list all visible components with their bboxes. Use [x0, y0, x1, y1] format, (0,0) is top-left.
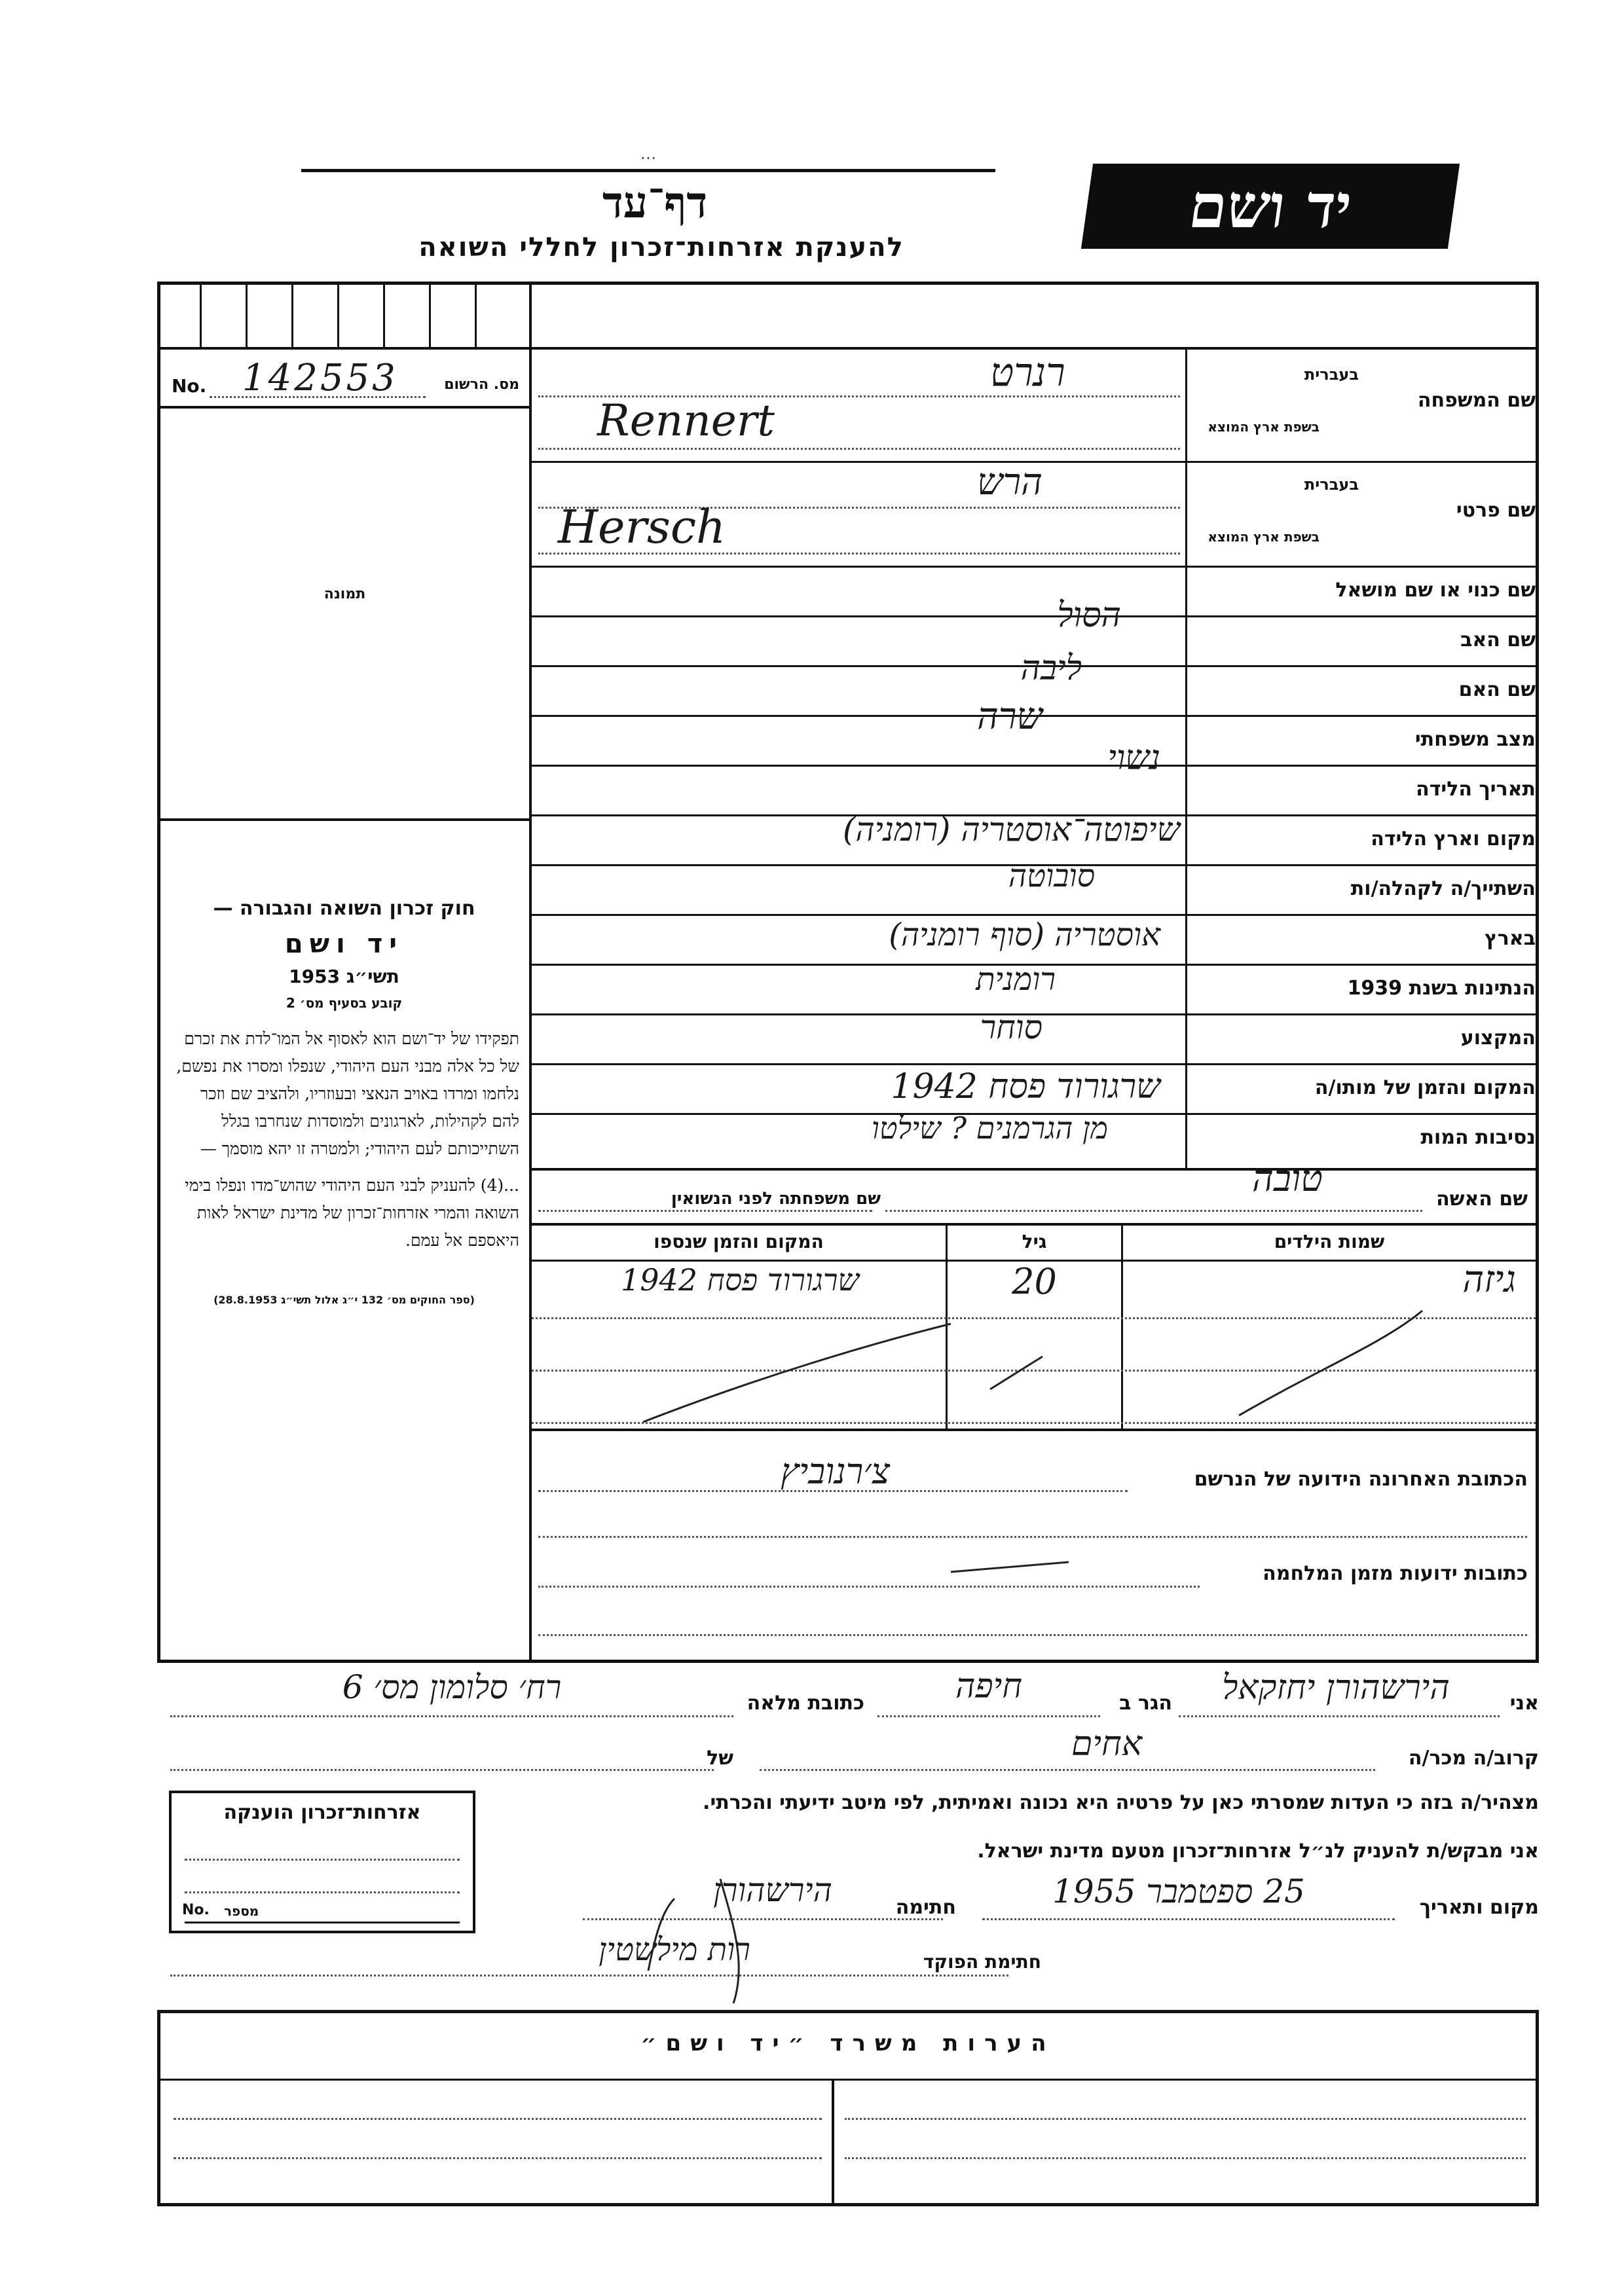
community-label: השתייך/ה לקהלה/ות	[1350, 877, 1536, 900]
declaration-request: אני מבקש/ת להעניק לנ״ל אזרחות־זכרון מטעם מדינת ישראל.	[977, 1840, 1539, 1863]
page-subtitle: להענקת אזרחות־זכרון לחללי השואה	[418, 232, 904, 263]
circumstances-label: נסיבות המות	[1420, 1126, 1536, 1149]
profession-label: המקצוע	[1460, 1027, 1536, 1049]
place-date-value: 25 ספטמבר 1955	[1052, 1872, 1305, 1910]
photo-bottom-rule	[160, 818, 529, 821]
mother-label: שם האם	[1458, 678, 1536, 701]
full-address-value: רח׳ סלומון מס׳ 6	[342, 1668, 562, 1706]
birthplace-value: שיפוטה־אוסטריה (רומניה)	[842, 811, 1180, 848]
firstname-sub-origin: בשפת ארץ המוצא	[1208, 529, 1320, 545]
surname-label: שם המשפחה	[1417, 389, 1536, 412]
firstname-hebrew-value: הרש	[977, 461, 1043, 503]
community-value: סובוטה	[1008, 858, 1095, 894]
address-block	[532, 1431, 1536, 1660]
war-address-label: כתובות ידועות מזמן המלחמה	[1263, 1562, 1528, 1585]
firstname-label: שם פרטי	[1456, 499, 1536, 522]
law-year: תשי״ג 1953	[289, 966, 399, 987]
declarant-name: הירשהורן יחזקאל	[1222, 1668, 1450, 1707]
field-first-name	[532, 461, 1536, 566]
strike-marks	[532, 1226, 1536, 1429]
photo-label: תמונה	[323, 586, 366, 602]
field-community	[532, 858, 1536, 914]
relative-label: קרוב/ה מכר/ה	[1408, 1747, 1539, 1770]
circumstances-value: מן הגרמנים ? שילטו	[872, 1110, 1108, 1146]
law-name: יד ושם	[284, 929, 404, 959]
surname-sub-hebrew: בעברית	[1304, 365, 1359, 384]
country-value: אוסטריה (סוף רומניה)	[889, 917, 1160, 953]
citizenship-box-number-label: מספר	[224, 1903, 259, 1919]
col-child-names: שמות הילדים	[1274, 1231, 1385, 1252]
death-place-label: המקום והזמן של מותו/ה	[1314, 1076, 1536, 1099]
father-value: הסול	[1057, 596, 1121, 635]
birthdate-label: תאריך הלידה	[1416, 778, 1536, 801]
page-title: דף־עד	[602, 177, 708, 228]
birthdate-value: נשוי	[1107, 738, 1160, 778]
law-block	[169, 897, 519, 1306]
surname-hebrew-value: רנרט	[990, 350, 1065, 395]
marital-value: שרה	[977, 695, 1043, 738]
remarks-title: הערות משרד ״יד ושם״	[640, 2030, 1056, 2056]
col-child-age: גיל	[1022, 1231, 1047, 1252]
profession-value: סוחר	[980, 1008, 1043, 1046]
place-date-label: מקום ותאריך	[1419, 1896, 1539, 1919]
top-rule	[301, 169, 995, 172]
father-label: שם האב	[1460, 629, 1536, 651]
field-country	[532, 914, 1536, 964]
field-birthplace	[532, 811, 1536, 864]
citizenship-box-title: אזרחות־זכרון הוענקה	[223, 1801, 421, 1824]
field-nationality	[532, 961, 1536, 1013]
relative-value: אחים	[1071, 1724, 1143, 1764]
signature-value: הירשהורן	[713, 1871, 832, 1909]
death-place-value: שרגורוד פסח 1942	[891, 1067, 1160, 1106]
citizenship-granted-box	[169, 1791, 475, 1933]
field-profession	[532, 1008, 1536, 1063]
birthplace-label: מקום וארץ הלידה	[1371, 828, 1536, 850]
child-place: שרגורוד פסח 1942	[620, 1262, 860, 1298]
law-citation: (ספר החוקים מס׳ 132 י״ג אלול תשי״ג 28.8.1953)	[213, 1294, 475, 1306]
col-child-place: המקום והזמן שנספו	[654, 1231, 824, 1252]
field-death-circumstances	[532, 1110, 1536, 1168]
marital-label: מצב משפחתי	[1414, 728, 1536, 751]
photo-top-rule	[160, 406, 529, 409]
spouse-value: טובה	[1252, 1157, 1323, 1200]
registration-row	[164, 357, 527, 403]
declaration-statement: מצהיר/ה בזה כי העדות שמסרתי כאן על פרטיה היא נכונה ואמיתית, לפי מיטב ידיעתי והכרתי.	[703, 1791, 1539, 1814]
spouse-label: שם האשה	[1436, 1188, 1528, 1211]
country-label: בארץ	[1484, 927, 1536, 950]
remarks-section	[157, 2010, 1539, 2206]
surname-latin-value: Rennert	[597, 395, 775, 446]
children-table	[532, 1226, 1536, 1429]
surname-sub-origin: בשפת ארץ המוצא	[1208, 419, 1320, 435]
reg-number: 142553	[242, 357, 398, 399]
law-title: חוק זכרון השואה והגבורה —	[213, 897, 475, 920]
officer-signature: רות מילשטין	[599, 1931, 750, 1968]
spouse-row	[532, 1157, 1536, 1223]
citizenship-box-no: No.	[182, 1902, 210, 1918]
top-rule-text: ...	[640, 144, 657, 164]
logo-text: יד ושם	[1185, 171, 1356, 242]
nickname-label: שם כנוי או שם מושאל	[1335, 579, 1536, 602]
registry-strip	[160, 285, 529, 347]
mother-value: ליבה	[1020, 649, 1082, 688]
firstname-sub-hebrew: בעברית	[1304, 475, 1359, 494]
resides-label: הגר ב	[1119, 1692, 1172, 1715]
field-death-place-time	[532, 1063, 1536, 1113]
child-age: 20	[1012, 1261, 1057, 1302]
maiden-name-label: שם משפחתה לפני הנשואין	[671, 1189, 881, 1209]
address-strike	[532, 1431, 1536, 1660]
signature-label: חתימה	[895, 1896, 956, 1919]
full-address-label: כתובת מלאה	[747, 1692, 864, 1715]
officer-label: חתימת הפוקד	[923, 1951, 1041, 1973]
child-name: גיזה	[1462, 1258, 1516, 1301]
reg-no-prefix: No.	[172, 375, 207, 397]
last-address-value: צ׳רנוביץ	[781, 1451, 890, 1492]
of-label: של	[707, 1747, 733, 1770]
resides-value: חיפה	[955, 1667, 1023, 1706]
nationality-value: רומנית	[976, 961, 1056, 998]
law-paragraph-2: ...(4) להעניק לבני העם היהודי שהוש־מדו ונפלו בימי השואה והמרי אזרחות־זכרון של מדינת ישראל לאות היאספם אל עמם.	[185, 1176, 519, 1250]
reg-label: מס. הרשום	[444, 376, 519, 393]
nationality-label: הנתינות בשנת 1939	[1347, 977, 1536, 1000]
last-address-label: הכתובת האחרונה הידועה של הנרשם	[1194, 1468, 1528, 1491]
field-surname	[532, 350, 1536, 461]
declarant-label: אני	[1509, 1692, 1539, 1715]
law-paragraph-1: תפקידו של יד־ושם הוא לאסוף אל המו־לדת את זכרם של כל אלה מבני העם היהודי, שנפלו ומסרו את נפשם, נלחמו ומרדו באויב הנאצי ובעוזריו, ולהציב שם וזכר להם לקהילות, לארגונים ולמוסדות שנחרבו בגלל השתייכותם לעם היהודי; ולמטרה זו יהא מוסמך —	[176, 1029, 519, 1158]
firstname-latin-value: Hersch	[558, 500, 726, 554]
yad-vashem-logo	[1081, 164, 1460, 249]
law-clause: קובע בסעיף מס׳ 2	[286, 995, 403, 1011]
fields-area	[532, 350, 1536, 1168]
